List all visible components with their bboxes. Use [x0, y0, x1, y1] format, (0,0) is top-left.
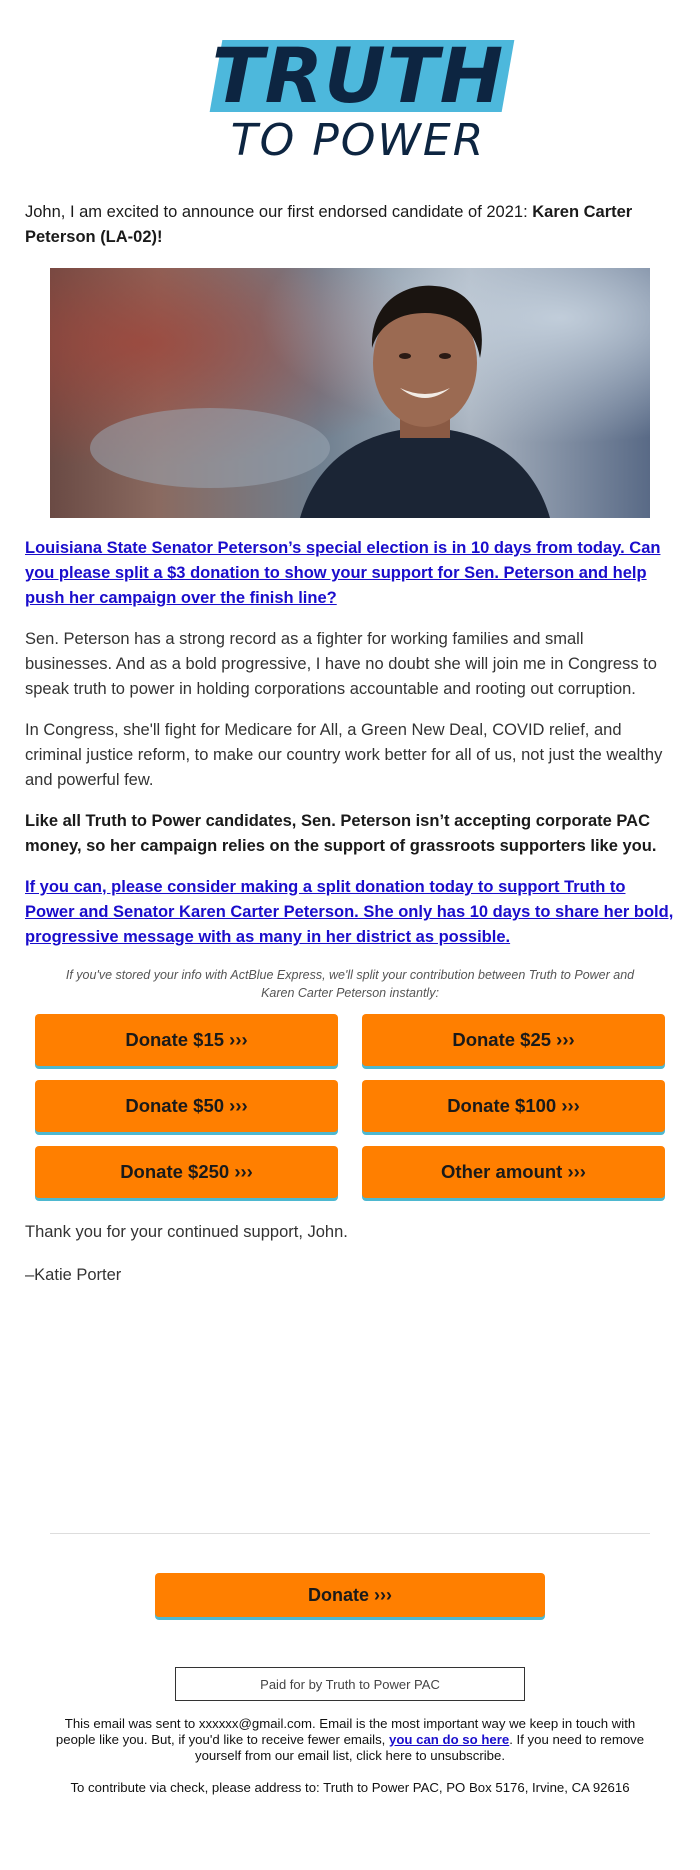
donate-50-button[interactable]: Donate $50 ››› — [35, 1080, 338, 1132]
split-donation-link[interactable]: Louisiana State Senator Peterson’s special election is in 10 days from today. Can you please split a $3 donation to show your support for Sen. Peterson and help push her campaign over the finish line? — [25, 539, 661, 607]
candidate-photo — [50, 268, 650, 518]
logo-line-2: TO POWER — [230, 115, 486, 166]
footer-disclaimer — [50, 1716, 650, 1764]
donation-buttons — [35, 1014, 665, 1198]
split-donation-link-2[interactable]: If you can, please consider making a split donation today to support Truth to Power and Senator Karen Carter Peterson. She only has 10 days to share her bold, progressive message with as many in her district as possible. — [25, 878, 674, 946]
truth-to-power-logo — [208, 31, 505, 166]
footer-donate-button[interactable]: Donate ››› — [155, 1573, 545, 1617]
record-paragraph: Sen. Peterson has a strong record as a fighter for working families and small businesses. And as a bold progressive, I have no doubt she will join me in Congress to speak truth to power in holding corporations accountable and rooting out corruption. — [25, 630, 657, 698]
other-amount-button[interactable]: Other amount ››› — [362, 1146, 665, 1198]
disclaimer-text-2: . If you need to remove yourself from our email list, click here to unsubscribe. — [194, 1732, 645, 1763]
candidate-portrait-icon — [50, 268, 650, 518]
intro-paragraph — [25, 200, 675, 250]
donate-100-button[interactable]: Donate $100 ››› — [362, 1080, 665, 1132]
paid-for-box: Paid for by Truth to Power PAC — [175, 1667, 525, 1701]
donate-250-button[interactable]: Donate $250 ››› — [35, 1146, 338, 1198]
congress-paragraph: In Congress, she'll fight for Medicare for All, a Green New Deal, COVID relief, and criminal justice reform, to make our country work better for all of us, not just the wealthy and powerful few. — [25, 721, 663, 789]
actblue-note: If you've stored your info with ActBlue Express, we'll split your contribution between Truth to Power and Karen Carter Peterson instantly: — [65, 968, 635, 1000]
email-body — [25, 200, 675, 1306]
mailing-address: To contribute via check, please address to: Truth to Power PAC, PO Box 5176, Irvine, CA 92616 — [70, 1780, 630, 1795]
thanks-text: Thank you for your continued support, John. — [25, 1223, 348, 1241]
logo-line-1: TRUTH — [211, 31, 505, 120]
pac-money-paragraph: Like all Truth to Power candidates, Sen. Peterson isn’t accepting corporate PAC money, so her campaign relies on the support of grassroots supporters like you. — [25, 812, 657, 855]
intro-text: John, I am excited to announce our first endorsed candidate of 2021: — [25, 203, 533, 221]
donate-15-button[interactable]: Donate $15 ››› — [35, 1014, 338, 1066]
disclaimer-text-1: This email was sent to xxxxxx@gmail.com. Email is the most important way we keep in touch with people like you. But, if you'd like to receive fewer emails, — [55, 1716, 636, 1747]
cta-link-container — [25, 536, 675, 611]
donate-25-button[interactable]: Donate $25 ››› — [362, 1014, 665, 1066]
fewer-emails-link[interactable]: you can do so here — [389, 1732, 510, 1747]
signature: –Katie Porter — [25, 1266, 122, 1284]
footer-divider — [50, 1533, 650, 1534]
intro-candidate: Karen Carter Peterson (LA-02)! — [25, 203, 633, 246]
cta-link-2-container — [25, 875, 675, 950]
